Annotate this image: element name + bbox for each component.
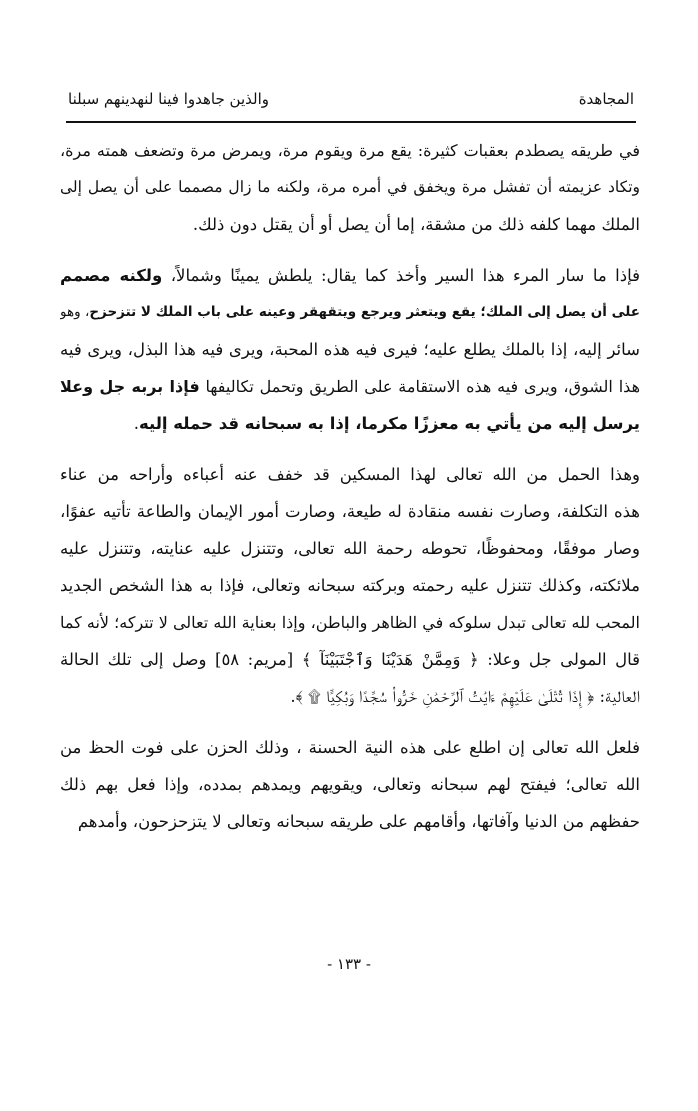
body-text — [60, 132, 640, 854]
text-line — [60, 169, 640, 206]
header-verse-title: والذين جاهدوا فينا لنهدينهم سبلنا — [68, 90, 269, 108]
text-line — [60, 678, 640, 715]
bold-text-segment: فإذا بربه جل وعلا — [60, 377, 200, 396]
text-line — [60, 493, 640, 530]
text-line — [60, 368, 640, 405]
paragraph — [60, 729, 640, 840]
text-line — [60, 766, 640, 803]
text-segment: وهذا الحمل من الله تعالى لهذا المسكين قد خفف عنه أعباءه وأراحه من عناء — [60, 465, 640, 484]
text-segment: المحب لله تعالى تبدل سلوكه في الظاهر والباطن، وإذا بعناية الله تعالى لا تتركه؛ لأنه كما — [60, 613, 640, 632]
text-segment: هذه التكلفة، وصارت نفسه منقادة له طيعة، وصارت أمور الإيمان والطاعة تأتيه عفوًا، — [60, 502, 640, 521]
text-segment: فإذا ما سار المرء هذا السير وأخذ كما يقال: يلطش يمينًا وشمالاً، — [162, 266, 640, 285]
text-line — [60, 257, 640, 294]
text-line — [60, 132, 640, 169]
text-segment: ملائكته، وكذلك تتنزل عليه رحمته وبركته سبحانه وتعالى، فإذا به هذا الشخص الجديد — [60, 576, 640, 595]
header-divider — [66, 121, 636, 123]
page-number: - ١٣٣ - — [327, 955, 371, 973]
bold-text-segment: يرسل إليه من يأتي به معززًا مكرما، إذا به سبحانه قد حمله إليه — [138, 414, 640, 433]
text-segment: . — [133, 414, 139, 433]
text-line — [60, 530, 640, 567]
text-line — [60, 729, 640, 766]
text-segment: في طريقه يصطدم بعقبات كثيرة: يقع مرة ويقوم مرة، ويمرض مرة وتضعف همته مرة، — [60, 141, 640, 160]
text-segment: سائر إليه، إذا بالملك يطلع عليه؛ فيرى فيه هذه المحبة، ويرى فيه هذا البذل، ويرى فيه — [60, 340, 640, 359]
header-chapter-title: المجاهدة — [578, 90, 634, 108]
text-line — [60, 604, 640, 641]
text-line — [60, 641, 640, 678]
text-segment: وتكاد عزيمته أن تفشل مرة ويخفق في أمره مرة، ولكنه ما زال مصمما على أن يصل إلى — [60, 178, 640, 196]
bold-text-segment: ولكنه مصمم — [60, 266, 163, 285]
text-line — [60, 567, 640, 604]
text-line — [60, 456, 640, 493]
text-segment: وصار موفقًا، ومحفوظًا، تحوطه رحمة الله تعالى، وتتنزل عليه عنايته، وتتنزل عليه — [60, 539, 640, 558]
running-header — [68, 84, 634, 114]
text-line — [60, 206, 640, 243]
bold-text-segment: على أن يصل إلى الملك؛ يقع ويتعثر ويرجع ويتقهقر وعينه على باب الملك لا تتزحزح — [89, 304, 640, 320]
text-segment: الله تعالى؛ فيفتح لهم سبحانه وتعالى، ويقويهم ويمدهم بمدده، وإذا فعل بهم ذلك — [60, 775, 640, 794]
text-segment: فلعل الله تعالى إن اطلع على هذه النية الحسنة ، وذلك الحزن على فوت الحظ من — [60, 738, 640, 757]
text-line — [60, 405, 640, 442]
text-line — [60, 331, 640, 368]
text-segment: الملك مهما كلفه ذلك من مشقة، إما أن يصل أو أن يقتل دون ذلك. — [192, 215, 640, 234]
text-segment: حفظهم من الدنيا وآفاتها، وأقامهم على طريقه سبحانه وتعالى لا يتزحزحون، وأمدهم — [77, 812, 640, 831]
text-line — [60, 803, 640, 840]
text-segment: ، وهو — [60, 304, 90, 320]
text-segment: قال المولى جل وعلا: ﴿ وَمِمَّنْ هَدَيْنَا وَٱجْتَبَيْنَآ ﴾ [مريم: ٥٨] وصل إلى تلك الحالة — [60, 650, 640, 669]
text-segment: العالية: ﴿ إِذَا تُتْلَىٰ عَلَيْهِمْ ءَايَٰتُ ٱلرَّحْمَٰنِ خَرُّوا۟ سُجَّدًا وَبُكِيًّا ۩ ﴾. — [290, 687, 640, 706]
text-segment: هذا الشوق، ويرى فيه هذه الاستقامة على الطريق وتحمل تكاليفها — [199, 377, 640, 396]
paragraph — [60, 456, 640, 715]
paragraph — [60, 132, 640, 243]
text-line — [60, 294, 640, 331]
paragraph — [60, 257, 640, 442]
